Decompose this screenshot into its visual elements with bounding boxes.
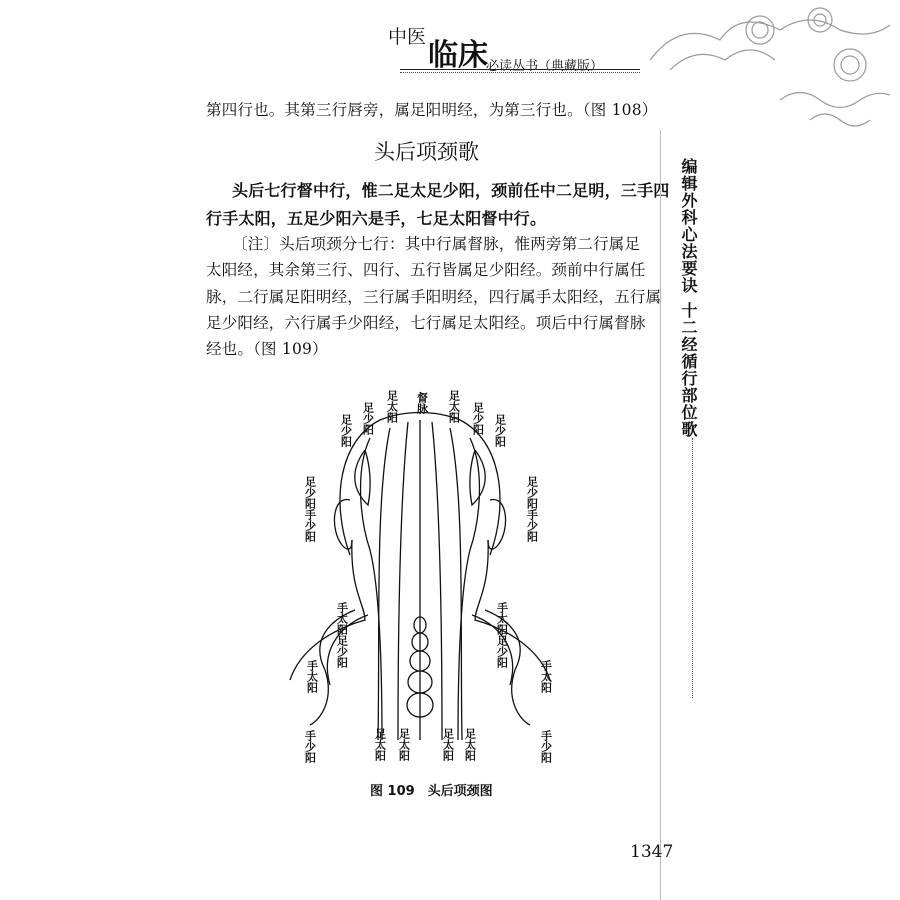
label-top-left-inner: 足太阳 bbox=[385, 390, 399, 423]
label-right-shoulder: 手太阳 bbox=[539, 660, 553, 693]
label-top-right-mid: 足少阳 bbox=[471, 402, 485, 435]
label-left-lower: 手少阳 bbox=[303, 730, 317, 763]
series-subtitle: 必读丛书（典藏版） bbox=[486, 59, 604, 74]
figure-caption: 图 109 头后项颈图 bbox=[370, 784, 493, 799]
right-ear bbox=[488, 500, 506, 550]
label-bottom-3: 足太阳 bbox=[441, 728, 455, 761]
note-line: 经也。（图 109） bbox=[206, 340, 328, 358]
side-title-part2: 十二经循行部位歌 bbox=[679, 302, 698, 438]
header-dotted-rule bbox=[400, 72, 640, 73]
head-neck-diagram bbox=[270, 380, 570, 775]
series-prefix: 中医 bbox=[388, 26, 427, 48]
note-line: 足少阳经，六行属手少阳经，七行属足太阳经。项后中行属督脉 bbox=[206, 314, 646, 332]
body-line: 第四行也。其第三行唇旁，属足阳明经，为第三行也。（图 108） bbox=[206, 101, 658, 119]
label-bottom-4: 足太阳 bbox=[463, 728, 477, 761]
label-top-center: 督脉 bbox=[415, 392, 429, 414]
header-rule bbox=[400, 69, 640, 70]
label-top-right-outer: 足少阳 bbox=[493, 414, 507, 447]
left-ear bbox=[334, 500, 352, 550]
note-line: 〔注〕头后项颈分七行：其中行属督脉，惟两旁第二行属足 bbox=[232, 235, 641, 253]
label-right-ear: 足少阳手少阳 bbox=[525, 476, 539, 542]
label-bottom-2: 足太阳 bbox=[397, 728, 411, 761]
label-left-ear: 足少阳手少阳 bbox=[303, 476, 317, 542]
side-title-part1: 编辑外科心法要诀 bbox=[679, 158, 698, 294]
verse-line: 行手太阳，五足少阳六是手，七足太阳督中行。 bbox=[206, 209, 547, 228]
verse-line: 头后七行督中行，惟二足太足少阳，颈前任中二足明，三手四 bbox=[232, 181, 670, 200]
note-line: 脉，二行属足阳明经，三行属手阳明经，四行属手太阳经，五行属 bbox=[206, 288, 662, 306]
page-number: 1347 bbox=[630, 842, 674, 862]
label-right-neck: 手太阳足少阳 bbox=[495, 602, 509, 668]
label-left-neck: 手太阳足少阳 bbox=[335, 602, 349, 668]
note-line: 太阳经，其余第三行、四行、五行皆属足少阳经。颈前中行属任 bbox=[206, 261, 646, 279]
label-bottom-1: 足太阳 bbox=[373, 728, 387, 761]
series-title: 临床 bbox=[428, 38, 488, 73]
label-top-left-mid: 足少阳 bbox=[361, 402, 375, 435]
label-left-shoulder: 手太阳 bbox=[305, 660, 319, 693]
side-divider bbox=[660, 130, 661, 900]
label-top-left-outer: 足少阳 bbox=[339, 414, 353, 447]
label-right-lower: 手少阳 bbox=[539, 730, 553, 763]
side-dotted-rule bbox=[692, 438, 693, 698]
section-heading: 头后项颈歌 bbox=[374, 140, 479, 164]
label-top-right-inner: 足太阳 bbox=[447, 390, 461, 423]
